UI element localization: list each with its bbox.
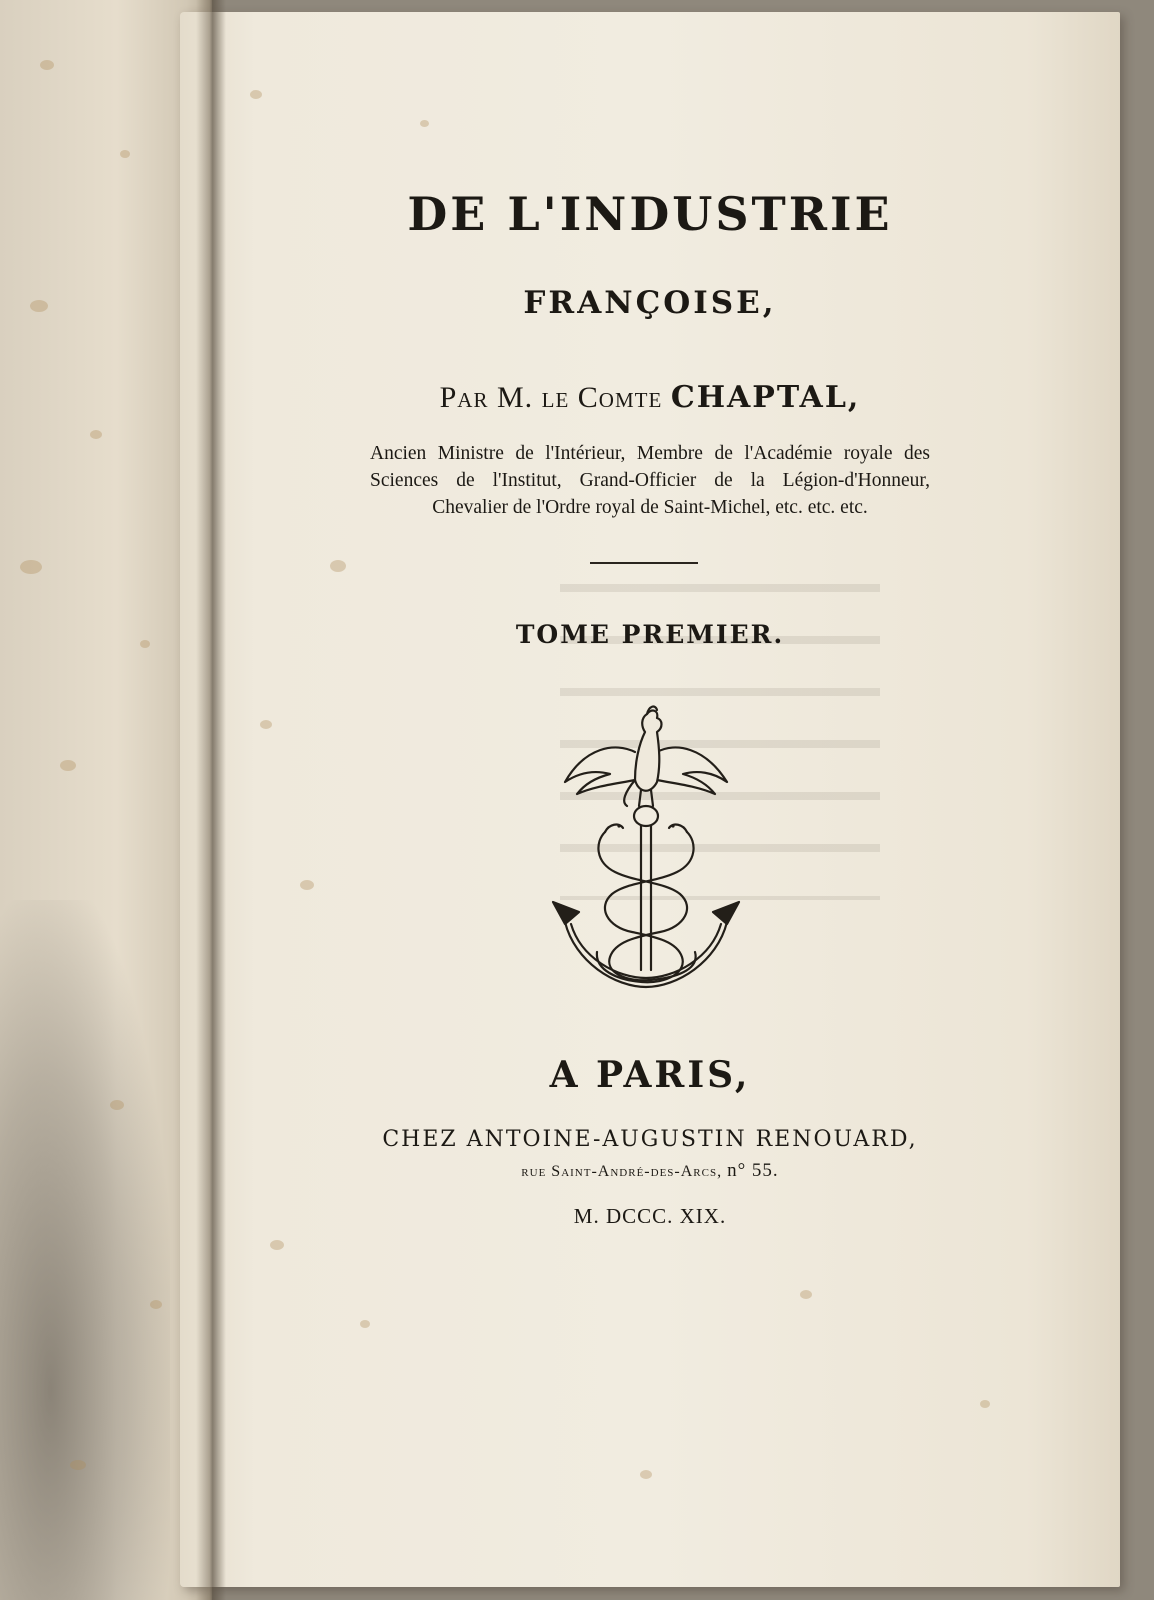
foxing-spot [260,720,272,729]
book-subtitle: FRANÇOISE, [523,285,777,321]
publisher-name: CHEZ ANTOINE-AUGUSTIN RENOUARD, [382,1127,918,1152]
foxing-spot [60,760,76,771]
foxing-spot [20,560,42,574]
foxing-spot [360,1320,370,1328]
rooster-anchor-serpents-emblem [535,702,755,1012]
foxing-spot [800,1290,812,1299]
foxing-spot [120,150,130,158]
foxing-spot [30,300,48,312]
place-of-publication: A PARIS, [549,1054,751,1096]
foxing-spot [90,430,102,439]
foxing-spot [420,120,429,127]
volume-label: TOME PREMIER. [515,620,785,649]
foxing-spot [150,1300,162,1309]
address-number: n° 55. [727,1160,779,1181]
foxing-spot [250,90,262,99]
divider-rule [590,562,698,564]
foxing-spot [270,1240,284,1250]
publication-date: M. DCCC. XIX. [573,1204,727,1228]
shadow [0,900,170,1600]
foxing-spot [640,1470,652,1479]
publisher-address [180,1160,1120,1182]
author-line [180,380,1120,415]
author-prefix: Par M. le Comte [439,381,663,414]
foxing-spot [110,1100,124,1110]
foxing-spot [140,640,150,648]
book-title: DE L'INDUSTRIE [407,187,893,241]
author-name: CHAPTAL, [670,380,861,415]
author-credentials: Ancien Ministre de l'Intérieur, Membre de l'Académie royale des Sciences de l'Institut, Grand-Officier de la Légion-d'Honneur, Chevalier de l'Ordre royal de Saint-Michel, etc. etc. etc. [370,443,930,518]
address-street: rue Saint-André-des-Arcs, [521,1163,723,1180]
foxing-spot [40,60,54,70]
foxing-spot [330,560,346,572]
foxing-spot [70,1460,86,1470]
foxing-spot [980,1400,990,1408]
foxing-spot [300,880,314,890]
